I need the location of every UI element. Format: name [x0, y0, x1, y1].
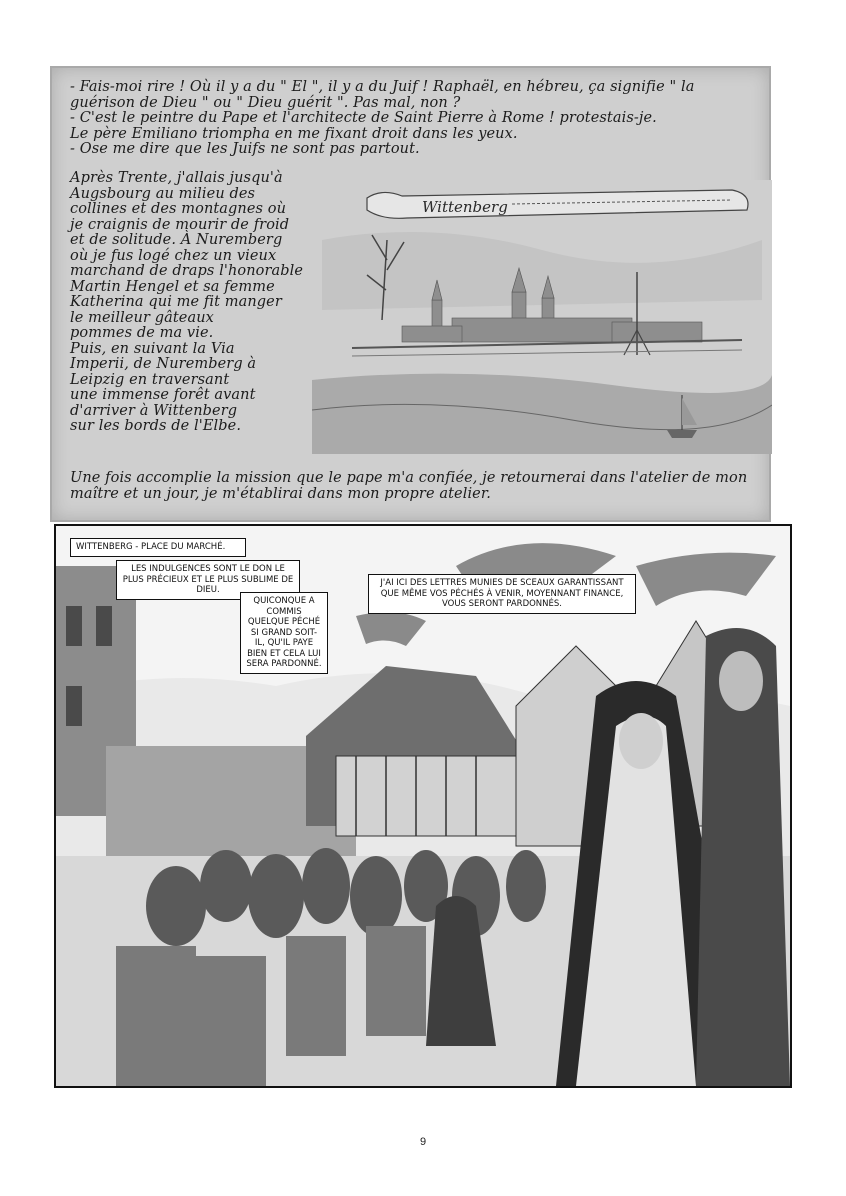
- parchment-dialogue-text: - Fais-moi rire ! Où il y a du " El ", il y a du Juif ! Raphaël, en hébreu, ça signifie " la guérison de Dieu " ou " Dieu guérit ". Pas mal, non ? - C'est le peintre du Pape et l'architecte de Saint Pierre à Rome ! protestais-je. Le père Emiliano triompha en me fixant droit dans les yeux. - Ose me dire que les Juifs ne sont pas partout.: [70, 79, 695, 157]
- page-number: 9: [419, 1136, 427, 1148]
- sketch-banner-label: Wittenberg: [422, 198, 508, 216]
- speech-balloon-lettres: J'AI ICI DES LETTRES MUNIES DE SCEAUX GARANTISSANT QUE MÊME VOS PÉCHÉS À VENIR, MOYENNANT FINANCE, VOUS SERONT PARDONNÉS.: [368, 574, 636, 614]
- speech-balloon-quiconque: QUICONQUE A COMMIS QUELQUE PÉCHÉ SI GRAND SOIT-IL, QU'IL PAYE BIEN ET CELA LUI SERA PARDONNÉ.: [240, 592, 328, 674]
- speech-balloon-indulgences: LES INDULGENCES SONT LE DON LE PLUS PRÉCIEUX ET LE PLUS SUBLIME DE DIEU.: [116, 560, 300, 600]
- parchment-panel: [50, 66, 771, 522]
- market-square-panel: [54, 524, 792, 1088]
- place-caption: WITTENBERG - PLACE DU MARCHÉ.: [70, 538, 246, 557]
- wittenberg-sketch: [312, 180, 772, 454]
- parchment-conclusion-text: Une fois accomplie la mission que le pape m'a confiée, je retournerai dans l'atelier de mon maître et un jour, je m'établirai dans mon propre atelier.: [70, 470, 748, 502]
- parchment-journey-text: Après Trente, j'allais jusqu'à Augsbourg au milieu des collines et des montagnes où je craignis de mourir de froid et de solitude. À Nuremberg où je fus logé chez un vieux marchand de draps l'honorable Martin Hengel et sa femme Katherina qui me fit manger le meilleur gâteaux pommes de ma vie. Puis, en suivant la Via Imperii, de Nuremberg à Leipzig en traversant une immense forêt avant d'arriver à Wittenberg sur les bords de l'Elbe.: [70, 170, 304, 434]
